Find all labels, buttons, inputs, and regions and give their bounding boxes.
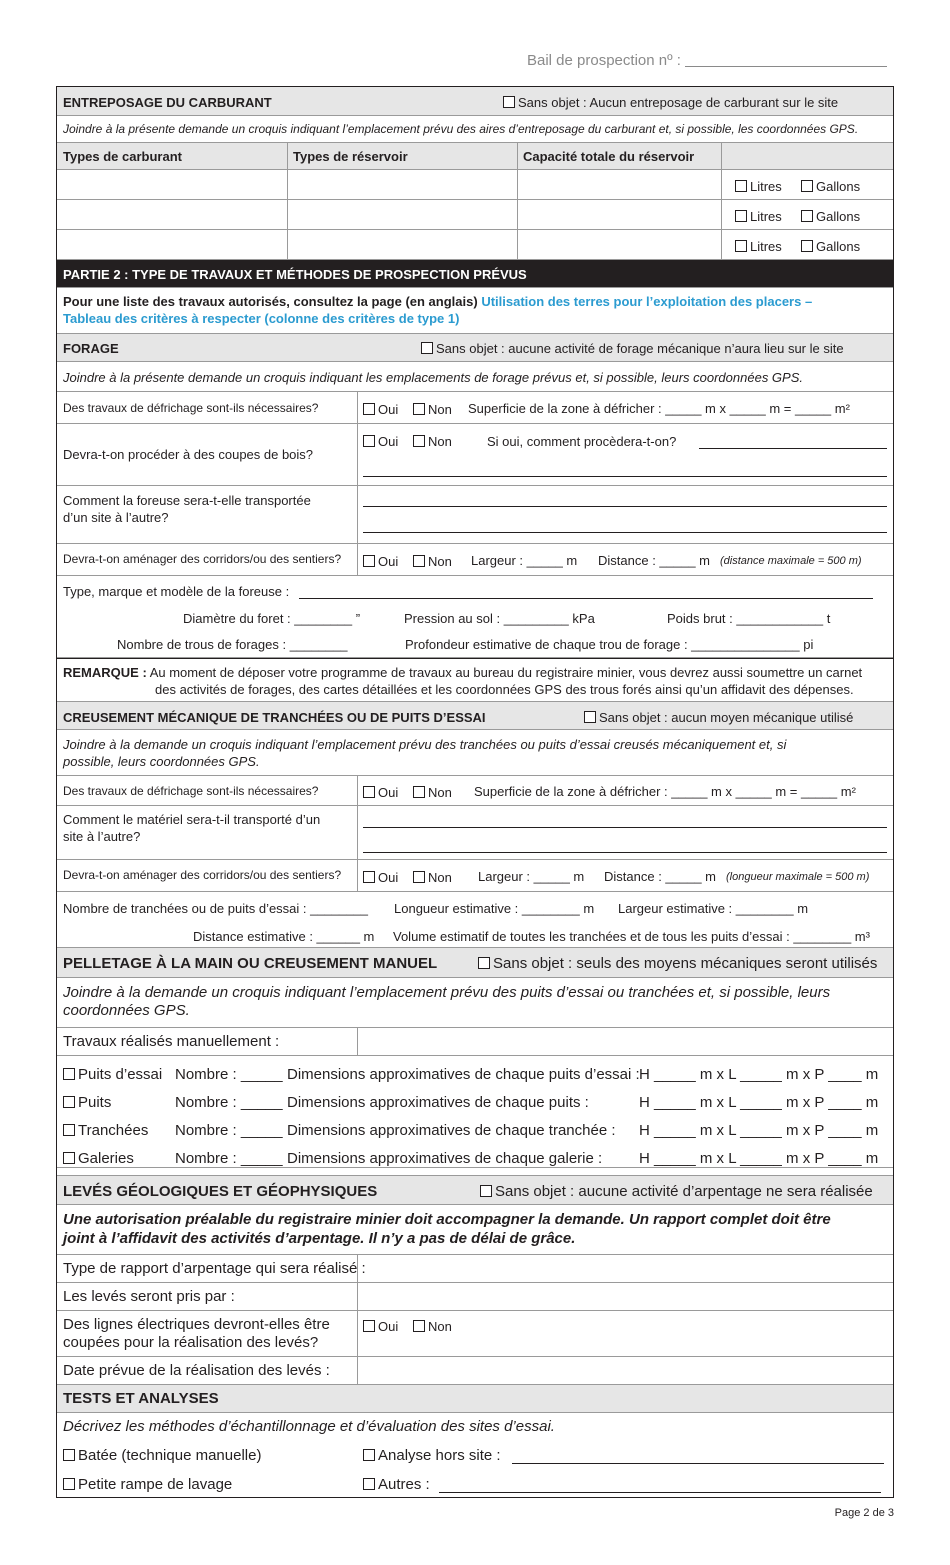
survey-na-option[interactable] <box>480 1183 873 1200</box>
non-label: Non <box>428 1319 452 1334</box>
drilling-transport-row <box>57 486 893 544</box>
manual-item-row <box>63 1066 891 1086</box>
checkbox-icon[interactable] <box>413 555 425 567</box>
checkbox-icon[interactable] <box>735 180 747 192</box>
non-option[interactable] <box>413 554 452 569</box>
panning-label: Batée (technique manuelle) <box>78 1447 262 1464</box>
trench-distance-field[interactable]: Distance estimative : ______ m <box>193 929 375 944</box>
manual-item-option[interactable] <box>63 1122 148 1139</box>
checkbox-icon[interactable] <box>363 871 375 883</box>
checkbox-icon[interactable] <box>363 555 375 567</box>
ground-pressure-field[interactable]: Pression au sol : _________ kPa <box>404 611 595 626</box>
survey-date-label: Date prévue de la réalisation des levés : <box>63 1362 330 1379</box>
oui-label: Oui <box>378 402 399 417</box>
trench-length-field[interactable]: Longueur estimative : ________ m <box>394 901 595 916</box>
part2-header <box>57 260 893 288</box>
drilling-specs-row <box>57 576 893 658</box>
corridor-distance-field[interactable]: Distance : _____ m <box>598 553 711 568</box>
manual-item-option[interactable] <box>63 1094 111 1111</box>
survey-lines-q1: Des lignes électriques devront-elles être <box>63 1316 330 1333</box>
gallons-label: Gallons <box>816 239 861 254</box>
fuel-instruction-row <box>57 116 893 143</box>
trench-width-field[interactable]: Largeur estimative : ________ m <box>618 901 809 916</box>
checkbox-icon[interactable] <box>413 435 425 447</box>
trench-distance-note: (longueur maximale = 500 m) <box>726 871 870 883</box>
checkbox-icon[interactable] <box>801 180 813 192</box>
manual-count-field[interactable]: Nombre : _____ <box>175 1150 283 1167</box>
checkbox-icon[interactable] <box>413 871 425 883</box>
trenching-corridors-row <box>57 860 893 892</box>
gallons-option[interactable] <box>801 239 860 254</box>
fuel-na-label: Sans objet : Aucun entreposage de carburant sur le site <box>518 95 839 110</box>
col-fuel-type: Types de carburant <box>63 149 182 164</box>
tests-section-header <box>57 1385 893 1413</box>
checkbox-icon[interactable] <box>478 957 490 969</box>
checkbox-icon[interactable] <box>801 210 813 222</box>
trenching-instruction-2: possible, leurs coordonnées GPS. <box>63 754 260 769</box>
manual-instruction-1: Joindre à la demande un croquis indiquant l’emplacement prévu des puits d’essai ou tranchées et, si possible, leurs <box>63 984 831 1001</box>
trenching-instruction-1: Joindre à la demande un croquis indiquant l’emplacement prévu des tranchées ou puits d’essai creusés mécaniquement et, si <box>63 737 787 752</box>
drilling-transport-q2: d’un site à l’autre? <box>63 510 169 525</box>
checkbox-icon[interactable] <box>63 1096 75 1108</box>
survey-power-lines-row <box>57 1311 893 1357</box>
trenching-section-header <box>57 702 893 730</box>
manual-dims-label: Dimensions approximatives de chaque puits d’essai : <box>287 1066 640 1083</box>
trenching-instruction-row <box>57 730 893 776</box>
survey-report-row <box>57 1255 893 1283</box>
manual-work-row <box>57 1028 893 1056</box>
survey-notice-2: joint à l’affidavit des activités d’arpentage. Il n’y a pas de délai de grâce. <box>63 1230 576 1247</box>
non-option[interactable] <box>413 1319 452 1334</box>
oui-option[interactable] <box>363 402 398 417</box>
trench-corridor-distance-field[interactable]: Distance : _____ m <box>604 869 717 884</box>
checkbox-icon[interactable] <box>63 1449 75 1461</box>
gallons-label: Gallons <box>816 179 861 194</box>
others-input[interactable] <box>439 1492 881 1493</box>
drilling-section-header <box>57 334 893 362</box>
panning-option[interactable] <box>63 1447 261 1464</box>
litres-label: Litres <box>750 179 782 194</box>
gallons-option[interactable] <box>801 179 860 194</box>
drill-type-input[interactable] <box>299 598 873 599</box>
offsite-option[interactable] <box>363 1447 501 1464</box>
manual-hwd-field[interactable]: H _____ m x L _____ m x P ____ m <box>639 1150 879 1167</box>
oui-label: Oui <box>378 434 399 449</box>
drilling-area-field[interactable]: Superficie de la zone à défricher : _____ m x _____ m = _____ m² <box>468 401 850 416</box>
manual-item-option[interactable] <box>63 1066 162 1083</box>
fuel-instruction: Joindre à la présente demande un croquis indiquant l’emplacement prévu des aires d’entreposage du carburant et, si possible, les coordonnées GPS. <box>63 122 859 136</box>
tests-title: TESTS ET ANALYSES <box>63 1390 219 1407</box>
manual-dims-label: Dimensions approximatives de chaque galerie : <box>287 1150 603 1167</box>
criteria-link[interactable]: Utilisation des terres pour l’exploitation des placers – <box>481 294 813 309</box>
tests-instruction-row <box>57 1413 893 1439</box>
trenching-transport-q1: Comment le matériel sera-t-il transporté d’un <box>63 812 321 827</box>
oui-option[interactable] <box>363 870 398 885</box>
trenching-transport-input-2[interactable] <box>363 852 887 853</box>
checkbox-icon[interactable] <box>480 1185 492 1197</box>
fuel-section-header <box>57 87 893 116</box>
col-tank-type: Types de réservoir <box>293 149 408 164</box>
intro-text: Pour une liste des travaux autorisés, consultez la page (en anglais) <box>63 294 478 309</box>
litres-option[interactable] <box>735 209 782 224</box>
manual-work-input[interactable] <box>363 1032 887 1052</box>
lease-number-field[interactable] <box>527 52 887 69</box>
manual-item-option[interactable] <box>63 1150 134 1167</box>
bit-diameter-field[interactable]: Diamètre du foret : ________ ” <box>183 611 361 626</box>
trenching-area-field[interactable]: Superficie de la zone à défricher : _____ m x _____ m = _____ m² <box>474 784 856 799</box>
transport-input-2[interactable] <box>363 532 887 533</box>
remark-row <box>57 658 893 702</box>
item-name: Puits d’essai <box>78 1066 163 1083</box>
trenching-specs-row <box>57 892 893 948</box>
manual-title: PELLETAGE À LA MAIN OU CREUSEMENT MANUEL <box>63 955 438 972</box>
corridor-width-field[interactable]: Largeur : _____ m <box>471 553 578 568</box>
oui-label: Oui <box>378 1319 399 1334</box>
non-label: Non <box>428 554 452 569</box>
criteria-link-2[interactable]: Tableau des critères à respecter (colonne des critères de type 1) <box>63 311 460 326</box>
remark-line1 <box>63 665 862 680</box>
lease-number-blank[interactable] <box>685 53 887 67</box>
drilling-na-label: Sans objet : aucune activité de forage mécanique n’aura lieu sur le site <box>436 341 844 356</box>
manual-dims-label: Dimensions approximatives de chaque puits : <box>287 1094 589 1111</box>
manual-hwd-field[interactable]: H _____ m x L _____ m x P ____ m <box>639 1066 879 1083</box>
fuel-table-row <box>57 230 893 260</box>
survey-date-row <box>57 1357 893 1385</box>
oui-option[interactable] <box>363 1319 398 1334</box>
checkbox-icon[interactable] <box>584 711 596 723</box>
remark-label: REMARQUE : <box>63 665 147 680</box>
page-number: Page 2 de 3 <box>834 1507 894 1519</box>
survey-section-header <box>57 1175 893 1205</box>
oui-label: Oui <box>378 554 399 569</box>
litres-label: Litres <box>750 209 782 224</box>
drilling-timber-row <box>57 424 893 486</box>
hole-depth-field[interactable]: Profondeur estimative de chaque trou de forage : _______________ pi <box>405 637 814 652</box>
checkbox-icon[interactable] <box>413 786 425 798</box>
checkbox-icon[interactable] <box>363 1478 375 1490</box>
hole-count-field[interactable]: Nombre de trous de forages : ________ <box>117 637 348 652</box>
col-tank-capacity: Capacité totale du réservoir <box>523 149 695 164</box>
checkbox-icon[interactable] <box>63 1068 75 1080</box>
fuel-na-option[interactable] <box>503 95 838 110</box>
manual-item-row <box>63 1094 891 1114</box>
survey-taken-by-label: Les levés seront pris par : <box>63 1288 235 1305</box>
corridor-distance-note: (distance maximale = 500 m) <box>720 555 862 567</box>
drilling-na-option[interactable] <box>421 341 844 356</box>
checkbox-icon[interactable] <box>503 96 515 108</box>
trench-corridor-width-field[interactable]: Largeur : _____ m <box>478 869 585 884</box>
non-option[interactable] <box>413 785 452 800</box>
lease-number-label: Bail de prospection nº : <box>527 52 681 69</box>
oui-option[interactable] <box>363 785 398 800</box>
survey-taken-by-row <box>57 1283 893 1311</box>
manual-section-header <box>57 948 893 978</box>
manual-na-label: Sans objet : seuls des moyens mécaniques seront utilisés <box>493 955 878 972</box>
survey-lines-q2: coupées pour la réalisation des levés? <box>63 1334 319 1351</box>
drilling-clearing-question: Des travaux de défrichage sont-ils nécessaires? <box>63 401 319 415</box>
fuel-section-title: ENTREPOSAGE DU CARBURANT <box>63 95 272 110</box>
drilling-corridors-question: Devra-t-on aménager des corridors/ou des sentiers? <box>63 552 342 566</box>
survey-date-input[interactable] <box>363 1361 887 1381</box>
manual-count-field[interactable]: Nombre : _____ <box>175 1094 283 1111</box>
manual-items-block <box>57 1056 893 1168</box>
checkbox-icon[interactable] <box>363 435 375 447</box>
remark-text-1: Au moment de déposer votre programme de travaux au bureau du registraire minier, vous devrez aussi soumettre un carnet <box>149 665 863 680</box>
manual-work-label: Travaux réalisés manuellement : <box>63 1033 280 1050</box>
manual-instruction-row <box>57 978 893 1028</box>
trenching-corridors-question: Devra-t-on aménager des corridors/ou des sentiers? <box>63 868 342 882</box>
part2-title: PARTIE 2 : TYPE DE TRAVAUX ET MÉTHODES DE PROSPECTION PRÉVUS <box>63 267 527 282</box>
checkbox-icon[interactable] <box>735 210 747 222</box>
non-option[interactable] <box>413 434 452 449</box>
manual-instruction-2: coordonnées GPS. <box>63 1002 190 1019</box>
oui-label: Oui <box>378 785 399 800</box>
trench-volume-field[interactable]: Volume estimatif de toutes les tranchées et de tous les puits d’essai : ________ m³ <box>393 929 870 944</box>
checkbox-icon[interactable] <box>421 342 433 354</box>
fuel-type-cell[interactable] <box>63 176 283 194</box>
survey-notice-row <box>57 1205 893 1255</box>
tests-options <box>57 1439 893 1497</box>
non-label: Non <box>428 785 452 800</box>
drilling-title: FORAGE <box>63 341 119 356</box>
drilling-clearing-row <box>57 392 893 424</box>
manual-hwd-field[interactable]: H _____ m x L _____ m x P ____ m <box>639 1094 879 1111</box>
non-option[interactable] <box>413 402 452 417</box>
oui-option[interactable] <box>363 554 398 569</box>
litres-option[interactable] <box>735 239 782 254</box>
others-label: Autres : <box>378 1476 430 1493</box>
transport-input[interactable] <box>363 506 887 507</box>
gallons-option[interactable] <box>801 209 860 224</box>
litres-option[interactable] <box>735 179 782 194</box>
checkbox-icon[interactable] <box>63 1124 75 1136</box>
survey-report-label: Type de rapport d’arpentage qui sera réalisé : <box>63 1260 366 1277</box>
fuel-table-row <box>57 200 893 230</box>
checkbox-icon[interactable] <box>413 403 425 415</box>
part2-intro-text <box>63 294 812 309</box>
trenching-clearing-question: Des travaux de défrichage sont-ils nécessaires? <box>63 784 319 798</box>
gallons-label: Gallons <box>816 209 861 224</box>
non-label: Non <box>428 434 452 449</box>
survey-na-label: Sans objet : aucune activité d’arpentage ne sera réalisée <box>495 1183 873 1200</box>
sluice-option[interactable] <box>63 1476 232 1493</box>
trenching-na-option[interactable] <box>584 710 853 725</box>
drilling-corridors-row <box>57 544 893 576</box>
checkbox-icon[interactable] <box>363 403 375 415</box>
manual-item-row <box>63 1150 891 1170</box>
trench-count-field[interactable]: Nombre de tranchées ou de puits d’essai : ________ <box>63 901 368 916</box>
gross-weight-field[interactable]: Poids brut : ____________ t <box>667 611 831 626</box>
manual-count-field[interactable]: Nombre : _____ <box>175 1122 283 1139</box>
manual-item-row <box>63 1122 891 1142</box>
checkbox-icon[interactable] <box>363 1320 375 1332</box>
drilling-timber-question: Devra-t-on procéder à des coupes de bois? <box>63 447 314 462</box>
trenching-transport-q2: site à l’autre? <box>63 829 141 844</box>
fuel-table-row <box>57 170 893 200</box>
timber-how-input[interactable] <box>699 448 887 449</box>
checkbox-icon[interactable] <box>63 1478 75 1490</box>
offsite-label: Analyse hors site : <box>378 1447 501 1464</box>
item-name: Tranchées <box>78 1122 149 1139</box>
offsite-input[interactable] <box>512 1463 884 1464</box>
drilling-instruction: Joindre à la présente demande un croquis indiquant les emplacements de forage prévus et, si possible, leurs coordonnées GPS. <box>63 370 803 385</box>
timber-how-label: Si oui, comment procèdera-t-on? <box>487 434 677 449</box>
non-option[interactable] <box>413 870 452 885</box>
others-option[interactable] <box>363 1476 430 1493</box>
trenching-clearing-row <box>57 776 893 806</box>
item-name: Galeries <box>78 1150 134 1167</box>
survey-report-input[interactable] <box>363 1259 887 1279</box>
item-name: Puits <box>78 1094 112 1111</box>
survey-title: LEVÉS GÉOLOGIQUES ET GÉOPHYSIQUES <box>63 1183 378 1200</box>
checkbox-icon[interactable] <box>801 240 813 252</box>
survey-taken-by-input[interactable] <box>363 1287 887 1307</box>
trenching-transport-input[interactable] <box>363 827 887 828</box>
manual-hwd-field[interactable]: H _____ m x L _____ m x P ____ m <box>639 1122 879 1139</box>
sluice-label: Petite rampe de lavage <box>78 1476 233 1493</box>
trenching-title: CREUSEMENT MÉCANIQUE DE TRANCHÉES OU DE PUITS D’ESSAI <box>63 710 486 725</box>
drill-type-label: Type, marque et modèle de la foreuse : <box>63 584 290 599</box>
oui-option[interactable] <box>363 434 398 449</box>
checkbox-icon[interactable] <box>413 1320 425 1332</box>
checkbox-icon[interactable] <box>363 1449 375 1461</box>
checkbox-icon[interactable] <box>363 786 375 798</box>
manual-na-option[interactable] <box>478 955 877 972</box>
part2-intro <box>57 288 893 334</box>
tests-instruction: Décrivez les méthodes d’échantillonnage et d’évaluation des sites d’essai. <box>63 1418 555 1435</box>
survey-notice-1: Une autorisation préalable du registraire minier doit accompagner la demande. Un rapport complet doit être <box>63 1211 831 1228</box>
non-label: Non <box>428 870 452 885</box>
litres-label: Litres <box>750 239 782 254</box>
trenching-na-label: Sans objet : aucun moyen mécanique utilisé <box>599 710 854 725</box>
manual-dims-label: Dimensions approximatives de chaque tranchée : <box>287 1122 616 1139</box>
drilling-instruction-row <box>57 362 893 392</box>
drilling-transport-q1: Comment la foreuse sera-t-elle transportée <box>63 493 311 508</box>
remark-line2: des activités de forages, des cartes détaillées et les coordonnées GPS des trous forés ainsi qu’un affidavit des dépenses. <box>155 682 854 697</box>
trenching-transport-row <box>57 806 893 860</box>
non-label: Non <box>428 402 452 417</box>
manual-count-field[interactable]: Nombre : _____ <box>175 1066 283 1083</box>
oui-label: Oui <box>378 870 399 885</box>
checkbox-icon[interactable] <box>735 240 747 252</box>
fuel-table-header <box>57 143 893 170</box>
checkbox-icon[interactable] <box>63 1152 75 1164</box>
timber-how-input-2[interactable] <box>363 476 887 477</box>
application-form <box>56 86 894 1498</box>
